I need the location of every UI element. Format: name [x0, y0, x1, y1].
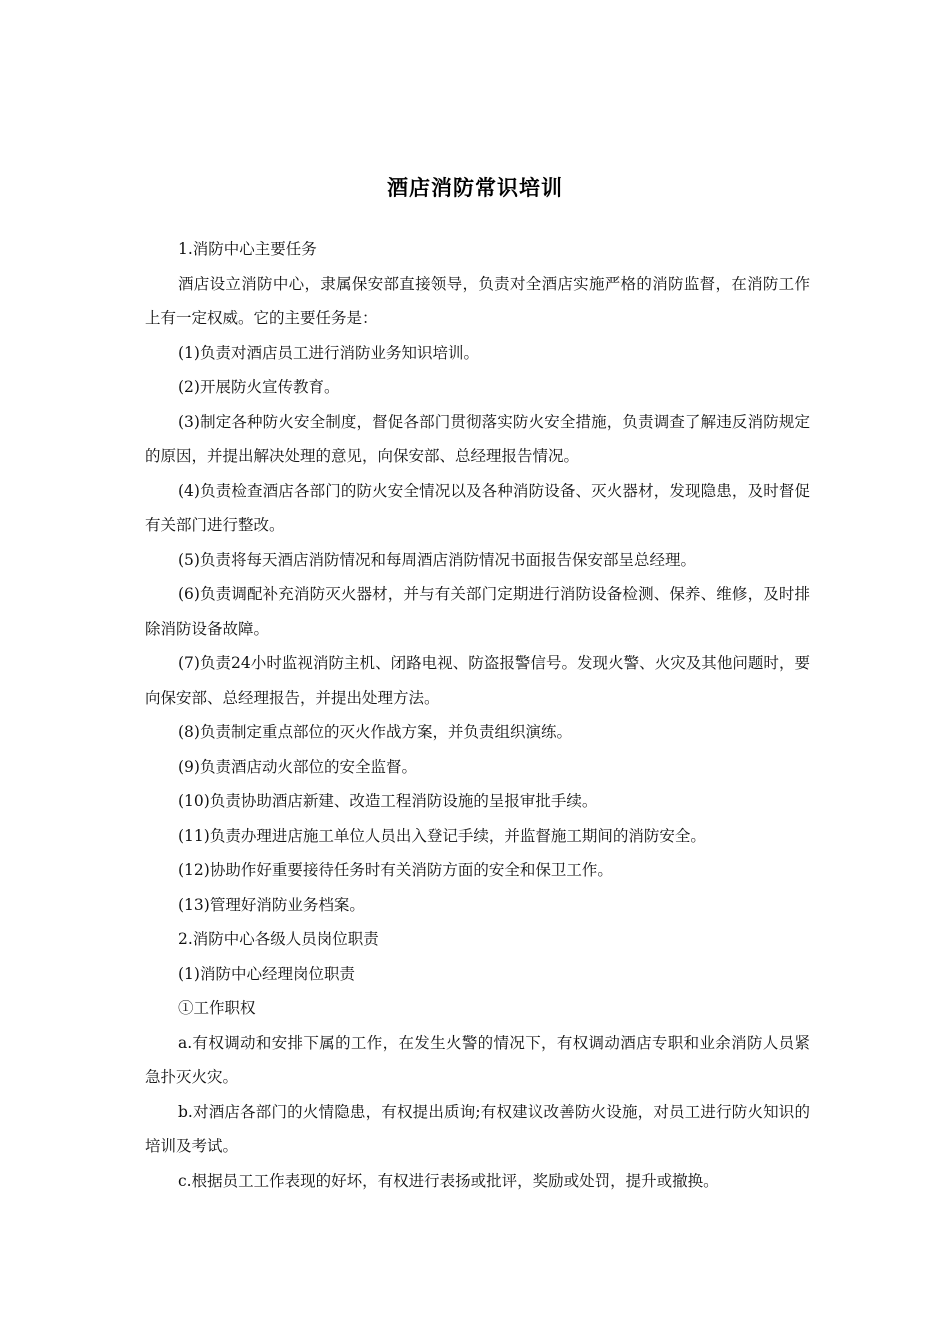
paragraph: (10)负责协助酒店新建、改造工程消防设施的呈报审批手续。 — [178, 792, 598, 810]
paragraph: a.有权调动和安排下属的工作，在发生火警的情况下，有权调动酒店专职和业余消防人员紧急扑灭火灾。 — [145, 1033, 810, 1086]
paragraph: (5)负责将每天酒店消防情况和每周酒店消防情况书面报告保安部呈总经理。 — [178, 550, 696, 569]
paragraph: (6)负责调配补充消防灭火器材，并与有关部门定期进行消防设备检测、保养、维修，及时排除消防设备故障。 — [145, 585, 810, 638]
paragraph: (2)开展防火宣传教育。 — [178, 378, 340, 396]
paragraph: ①工作职权 — [178, 999, 256, 1017]
paragraph: (8)负责制定重点部位的灭火作战方案，并负责组织演练。 — [178, 723, 572, 741]
paragraph: (13)管理好消防业务档案。 — [178, 895, 365, 914]
paragraph: (1)消防中心经理岗位职责 — [178, 964, 355, 983]
paragraph: (9)负责酒店动火部位的安全监督。 — [178, 757, 417, 776]
paragraph: (1)负责对酒店员工进行消防业务知识培训。 — [178, 343, 479, 362]
paragraph: 酒店设立消防中心，隶属保安部直接领导，负责对全酒店实施严格的消防监督，在消防工作上有一定权威。它的主要任务是： — [145, 274, 810, 327]
paragraph: (7)负责24小时监视消防主机、闭路电视、防盗报警信号。发现火警、火灾及其他问题时，要向保安部、总经理报告，并提出处理方法。 — [145, 654, 810, 707]
document-title: 酒店消防常识培训 — [387, 176, 563, 200]
paragraph: b.对酒店各部门的火情隐患，有权提出质询;有权建议改善防火设施，对员工进行防火知识的培训及考试。 — [145, 1102, 810, 1155]
document-body — [145, 232, 810, 1198]
paragraph: (3)制定各种防火安全制度，督促各部门贯彻落实防火安全措施，负责调查了解违反消防规定的原因，并提出解决处理的意见，向保安部、总经理报告情况。 — [145, 412, 810, 465]
paragraph: c.根据员工工作表现的好坏，有权进行表扬或批评，奖励或处罚，提升或撤换。 — [178, 1171, 719, 1190]
paragraph: (11)负责办理进店施工单位人员出入登记手续，并监督施工期间的消防安全。 — [178, 826, 706, 845]
paragraph: (12)协助作好重要接待任务时有关消防方面的安全和保卫工作。 — [178, 861, 613, 879]
paragraph: (4)负责检查酒店各部门的防火安全情况以及各种消防设备、灭火器材，发现隐患，及时督促有关部门进行整改。 — [145, 481, 810, 534]
paragraph: 1.消防中心主要任务 — [178, 240, 317, 258]
paragraph: 2.消防中心各级人员岗位职责 — [178, 930, 379, 948]
